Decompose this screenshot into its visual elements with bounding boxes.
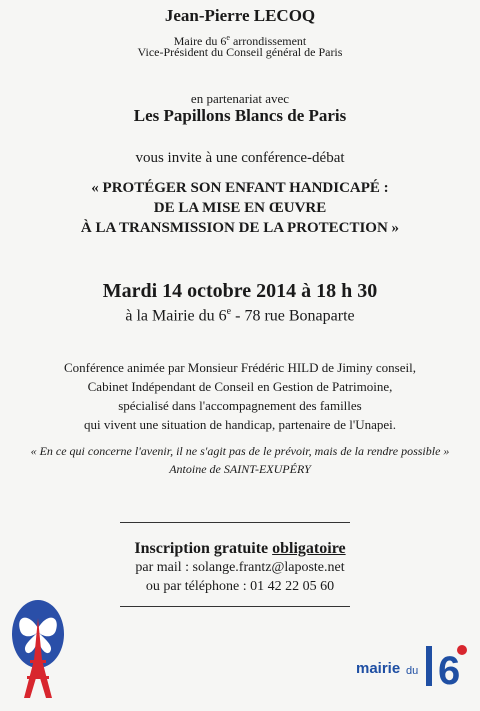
- invitation-intro: vous invite à une conférence-débat: [135, 150, 345, 166]
- description-line: Conférence animée par Monsieur Frédéric HILD de Jiminy conseil,: [64, 360, 416, 375]
- description-line: Cabinet Indépendant de Conseil en Gestion de Patrimoine,: [87, 379, 393, 394]
- mairie-logo-du: du: [406, 665, 419, 677]
- mairie-logo-number: 6: [438, 649, 461, 690]
- registration-mail[interactable]: par mail : solange.frantz@laposte.net: [135, 560, 345, 575]
- partner-name: Les Papillons Blancs de Paris: [133, 106, 347, 125]
- description-line: spécialisé dans l'accompagnement des familles: [118, 398, 362, 413]
- divider-bottom: [120, 606, 350, 607]
- conference-title-line1: « PROTÉGER SON ENFANT HANDICAPÉ :: [91, 180, 389, 196]
- partnership-intro: en partenariat avec: [190, 91, 290, 106]
- mairie-logo-text: mairie: [356, 660, 401, 677]
- description-line: qui vivent une situation de handicap, partenaire de l'Unapei.: [83, 417, 397, 432]
- registration-emphasis: obligatoire: [272, 540, 346, 557]
- quote-author: Antoine de SAINT-EXUPÉRY: [169, 462, 311, 476]
- six-numeral-icon: [422, 640, 472, 690]
- sender-name: Jean-Pierre LECOQ: [164, 6, 316, 25]
- event-place-prefix: à la Mairie du 6: [125, 307, 227, 325]
- registration-phone: ou par téléphone : 01 42 22 05 60: [145, 579, 335, 594]
- sender-title-suffix: arrondissement: [229, 34, 307, 48]
- event-place-sup: e: [226, 306, 232, 317]
- conference-title-line2: DE LA MISE EN ŒUVRE: [153, 200, 327, 216]
- butterfly-eiffel-logo-icon: [10, 598, 66, 702]
- sender-title-prefix: Maire du 6: [173, 34, 227, 48]
- registration-heading: [0, 540, 480, 558]
- event-place-suffix: - 78 rue Bonaparte: [231, 307, 355, 325]
- sender-title-sup: e: [226, 33, 230, 42]
- event-place: [0, 306, 480, 325]
- registration-label: Inscription gratuite: [134, 540, 273, 557]
- quote-text: « En ce qui concerne l'avenir, il ne s'agit pas de le prévoir, mais de la rendre possible »: [30, 444, 450, 458]
- conference-title-line3: À LA TRANSMISSION DE LA PROTECTION »: [80, 220, 400, 236]
- sender-title-line2: Vice-Président du Conseil général de Paris: [137, 45, 343, 59]
- event-date-time: Mardi 14 octobre 2014 à 18 h 30: [102, 280, 378, 302]
- divider-top: [120, 522, 350, 523]
- mairie-du-6-logo: [356, 640, 472, 690]
